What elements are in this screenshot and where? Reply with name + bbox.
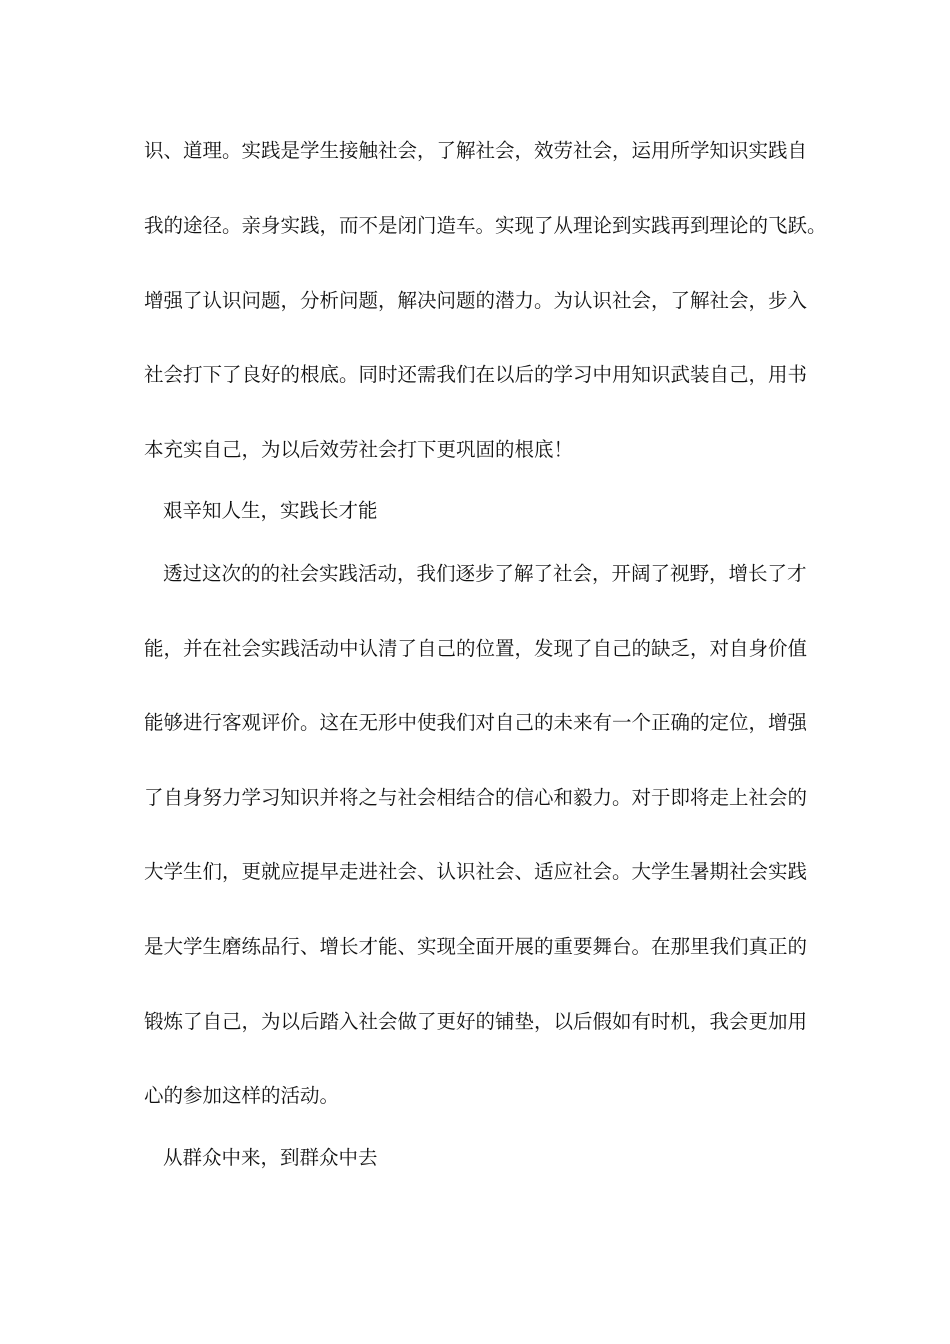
paragraph-line: 大学生们，更就应提早走进社会、认识社会、适应社会。大学生暑期社会实践	[144, 860, 808, 883]
paragraph-line: 本充实自己，为以后效劳社会打下更巩固的根底！	[144, 438, 574, 461]
section-heading: 艰辛知人生，实践长才能	[163, 499, 378, 522]
paragraph-line: 锻炼了自己，为以后踏入社会做了更好的铺垫，以后假如有时机，我会更加用	[144, 1010, 808, 1033]
paragraph-line: 我的途径。亲身实践，而不是闭门造车。实现了从理论到实践再到理论的飞跃。	[144, 214, 827, 237]
paragraph-line: 透过这次的的社会实践活动，我们逐步了解了社会，开阔了视野，增长了才	[163, 562, 807, 585]
paragraph-line: 能，并在社会实践活动中认清了自己的位置，发现了自己的缺乏，对自身价值	[144, 637, 808, 660]
paragraph-line: 能够进行客观评价。这在无形中使我们对自己的未来有一个正确的定位，增强	[144, 711, 808, 734]
paragraph-line: 心的参加这样的活动。	[144, 1084, 340, 1107]
section-heading: 从群众中来，到群众中去	[163, 1146, 378, 1169]
paragraph-line: 识、道理。实践是学生接触社会，了解社会，效劳社会，运用所学知识实践自	[144, 139, 808, 162]
paragraph-line: 是大学生磨练品行、增长才能、实现全面开展的重要舞台。在那里我们真正的	[144, 935, 808, 958]
paragraph-line: 了自身努力学习知识并将之与社会相结合的信心和毅力。对于即将走上社会的	[144, 786, 808, 809]
paragraph-line: 社会打下了良好的根底。同时还需我们在以后的学习中用知识武装自己，用书	[144, 363, 808, 386]
paragraph-line: 增强了认识问题，分析问题，解决问题的潜力。为认识社会，了解社会，步入	[144, 289, 808, 312]
